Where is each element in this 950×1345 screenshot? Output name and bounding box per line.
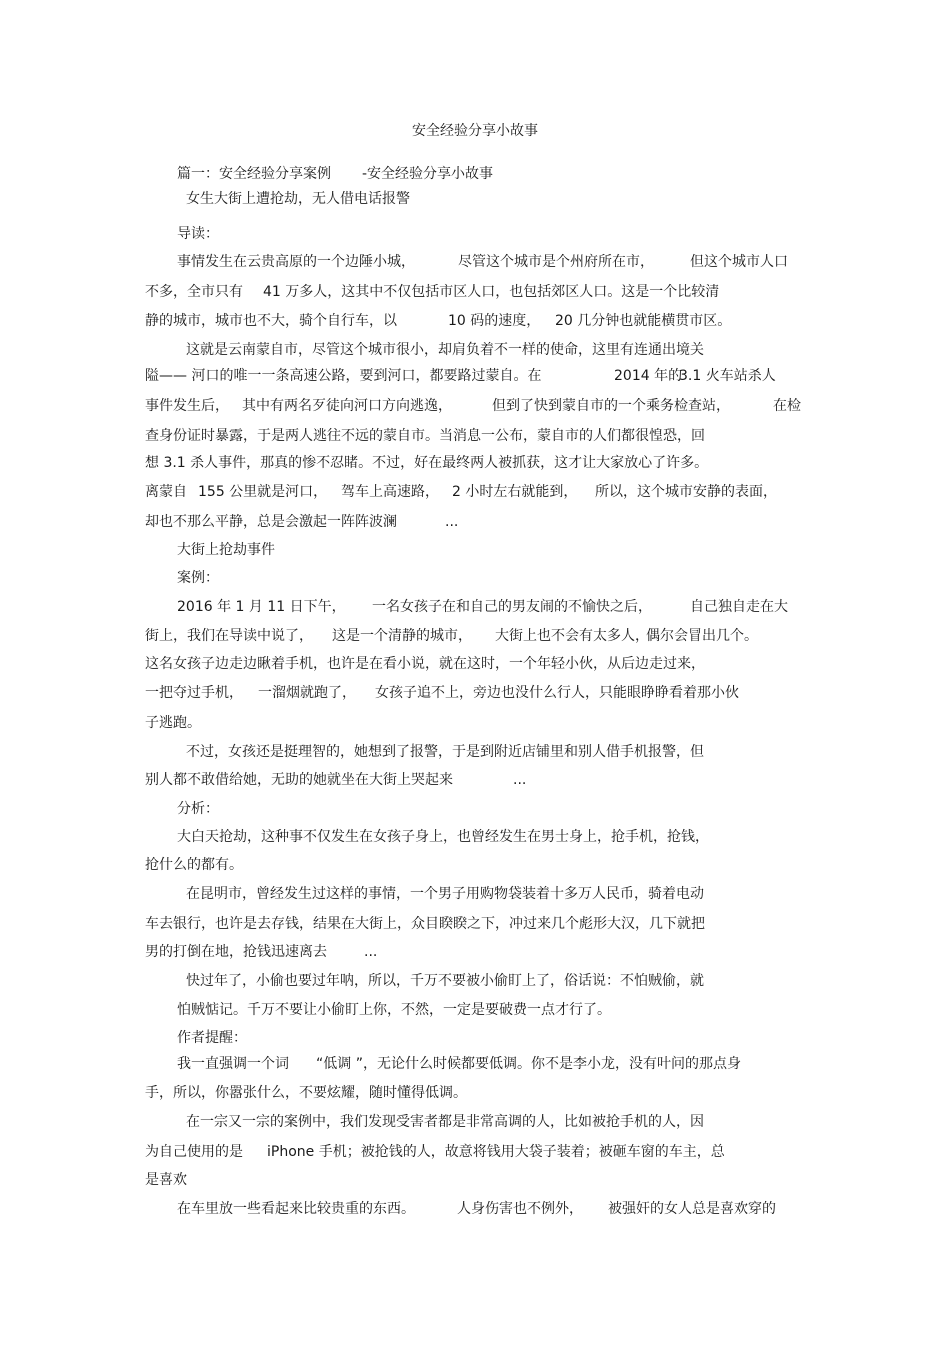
text-segment: 事情发生在云贵高原的一个边陲小城， [177,254,415,270]
text-segment: 街上，我们在导读中说了， [145,628,313,644]
text-segment: 案例： [177,570,219,586]
text-segment: 20 几分钟也就能横贯市区。 [555,313,732,329]
text-segment: 一名女孩子在和自己的男友闹的不愉快之后， [372,599,652,615]
text-segment: 却也不那么平静，总是会激起一阵阵波澜 [145,514,397,530]
text-segment: 大白天抢劫，这种事不仅发生在女孩子身上，也曾经发生在男士身上，抢手机，抢钱， [177,829,709,845]
text-segment: 快过年了，小偷也要过年呐，所以，千万不要被小偷盯上了，俗话说：不怕贼偷，就 [186,973,704,989]
text-segment: 这名女孩子边走边瞅着手机，也许是在看小说，就在这时，一个年轻小伙，从后边走过来， [145,656,705,672]
text-segment: 不多，全市只有 [145,284,243,300]
text-segment: 被强奸的女人总是喜欢穿的 [608,1201,776,1217]
text-segment: 篇一：安全经验分享案例 [177,166,331,182]
text-segment: 女孩子追不上，旁边也没什么行人，只能眼睁睁看着那小伙 [375,685,739,701]
text-segment: 在检 [773,398,801,414]
text-segment: ... [445,514,459,530]
text-segment: 作者提醒： [177,1030,247,1046]
text-segment: -安全经验分享小故事 [362,166,494,182]
text-segment: 为自己使用的是 [145,1144,243,1160]
text-segment: 偶尔会冒出几个。 [646,628,758,644]
text-segment: 10 码的速度， [448,313,541,329]
text-segment: 其中有两名歹徒向河口方向逃逸， [242,398,452,414]
text-segment: 导读： [177,226,219,242]
text-segment: 我一直强调一个词 [177,1056,289,1072]
text-segment: 2014 年的 [614,368,683,384]
text-segment: iPhone 手机；被抢钱的人，故意将钱用大袋子装着；被砸车窗的车主，总 [267,1144,725,1160]
text-segment: 人身伤害也不例外， [457,1201,583,1217]
text-segment: 但这个城市人口 [690,254,788,270]
text-segment: 3.1 火车站杀人 [679,368,776,384]
text-segment: 是喜欢 [145,1172,187,1188]
text-segment: 这就是云南蒙自市，尽管这个城市很小，却肩负着不一样的使命，这里有连通出境关 [186,342,704,358]
text-segment: 静的城市，城市也不大，骑个自行车，以 [145,313,397,329]
text-segment: 怕贼惦记。千万不要让小偷盯上你，不然，一定是要破费一点才行了。 [177,1002,611,1018]
text-segment: 自己独自走在大 [690,599,788,615]
text-segment: 155 公里就是河口， [198,484,328,500]
text-segment: 尽管这个城市是个州府所在市， [458,254,654,270]
text-segment: ... [364,944,378,960]
text-segment: 在一宗又一宗的案例中，我们发现受害者都是非常高调的人，比如被抢手机的人，因 [186,1114,704,1130]
text-segment: 手，所以，你嚣张什么，不要炫耀，随时懂得低调。 [145,1085,467,1101]
text-segment: 分析： [177,801,219,817]
text-segment: 驾车上高速路， [341,484,439,500]
text-segment: “低调 ”，无论什么时候都要低调。你不是李小龙，没有叶问的那点身 [316,1056,741,1072]
text-segment: 别人都不敢借给她，无助的她就坐在大街上哭起来 [145,772,453,788]
text-segment: 想 3.1 杀人事件，那真的惨不忍睹。不过，好在最终两人被抓获，这才让大家放心了许多。 [145,455,709,471]
text-segment: 所以，这个城市安静的表面， [595,484,777,500]
text-segment: 在车里放一些看起来比较贵重的东西。 [177,1201,415,1217]
text-segment: 不过，女孩还是挺理智的，她想到了报警，于是到附近店铺里和别人借手机报警，但 [186,744,704,760]
text-segment: 子逃跑。 [145,715,201,731]
text-segment: 大街上抢劫事件 [177,542,275,558]
text-segment: 离蒙自 [145,484,187,500]
text-segment: 车去银行，也许是去存钱，结果在大街上，众目睽睽之下，冲过来几个彪形大汉，几下就把 [145,916,705,932]
text-segment: 但到了快到蒙自市的一个乘务检查站， [492,398,730,414]
text-segment: 2 小时左右就能到， [452,484,578,500]
text-segment: 隘—— 河口的唯一一条高速公路，要到河口，都要路过蒙自。在 [145,368,542,384]
text-segment: 大街上也不会有太多人， [495,628,649,644]
document-title: 安全经验分享小故事 [412,123,538,139]
text-segment: 一把夺过手机， [145,685,243,701]
text-segment: 女生大街上遭抢劫，无人借电话报警 [186,191,410,207]
text-segment: 一溜烟就跑了， [258,685,356,701]
text-segment: 2016 年 1 月 11 日下午， [177,599,346,615]
text-segment: 抢什么的都有。 [145,857,243,873]
text-segment: 这是一个清静的城市， [332,628,472,644]
text-segment: 查身份证时暴露，于是两人逃往不远的蒙自市。当消息一公布，蒙自市的人们都很惶恐，回 [145,428,705,444]
text-segment: 在昆明市，曾经发生过这样的事情，一个男子用购物袋装着十多万人民币，骑着电动 [186,886,704,902]
text-segment: ... [513,772,527,788]
text-segment: 事件发生后， [145,398,229,414]
text-segment: 男的打倒在地，抢钱迅速离去 [145,944,327,960]
text-segment: 41 万多人，这其中不仅包括市区人口，也包括郊区人口。这是一个比较清 [263,284,720,300]
